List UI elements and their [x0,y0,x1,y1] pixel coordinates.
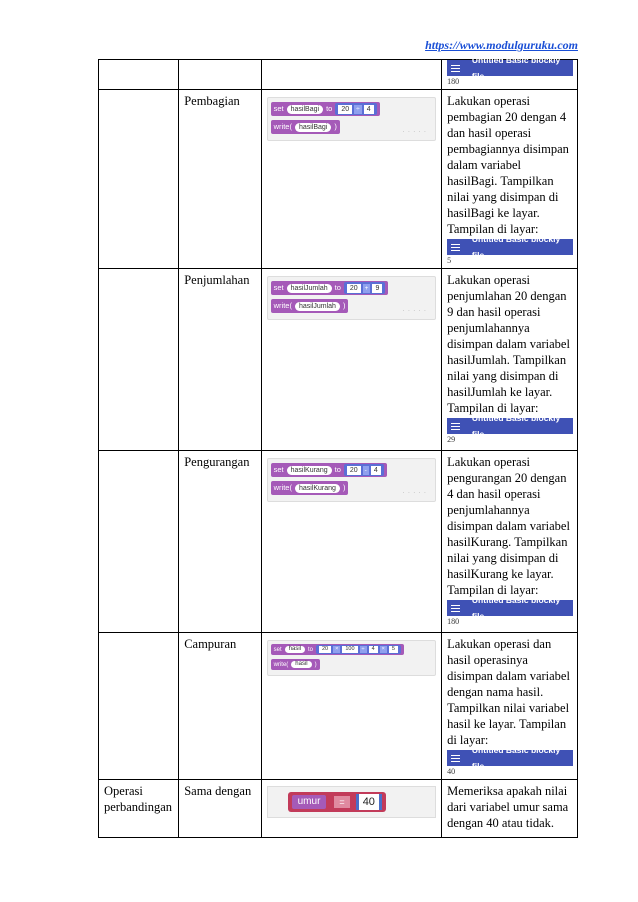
screen-preview: Untitled Basic blockly file 29 [447,418,572,444]
description: Lakukan operasi pengurangan 20 dengan 4 dan hasil operasi penjumlahannya disimpan dalam variabel hasilKurang. Tampilkan nilai yang disimpan di hasilKurang ke layar. Tampilan di layar: [447,455,570,597]
operation-name: Sama dengan [179,780,261,838]
screen-preview: Untitled Basic blockly file 40 [447,750,572,776]
screen-preview: Untitled Basic blockly file 180 [447,600,572,626]
menu-icon [451,603,460,614]
screen-preview: Untitled Basic blockly file 5 [447,239,572,265]
blockly-workspace: set hasilJumlah to 20 + 9 write( hasilJumlah ) ····· [267,276,436,320]
table-row [99,269,578,451]
operations-table [98,55,578,838]
operation-name: Campuran [179,633,261,780]
set-block: set hasilKurang to 20 - 4 [271,463,387,477]
set-block: set hasilJumlah to 20 + 9 [271,281,389,295]
table-row [99,780,578,838]
menu-icon [451,421,460,432]
header-link[interactable]: https://www.modulguruku.com [425,38,578,52]
description: Memeriksa apakah nilai dari variabel umur sama dengan 40 atau tidak. [442,780,578,838]
menu-icon [451,242,460,253]
compare-block: umur = 40 [288,792,386,812]
menu-icon [451,63,460,74]
table-row [99,451,578,633]
screen-output: 5 [447,256,452,265]
category-name: Operasi perbandingan [99,780,179,838]
description: Lakukan operasi dan hasil operasinya disimpan dalam variabel dengan nama hasil. Tampilkan nilai variabel hasil ke layar. Tampilan di layar: [447,637,570,747]
menu-icon [451,753,460,764]
operation-name: Pembagian [179,90,261,269]
screen-output: 29 [447,435,456,444]
blockly-workspace: set hasilKurang to 20 - 4 write( hasilKurang ) ····· [267,458,436,502]
description: Lakukan operasi penjumlahan 20 dengan 9 dan hasil operasi penjumlahannya disimpan dalam variabel hasilJumlah. Tampilkan nilai yang disimpan di hasilJumlah ke layar. Tampilan di layar: [447,273,570,415]
screen-output: 180 [447,77,460,86]
write-block: write( hasil ) [271,659,320,670]
table-row [99,90,578,269]
screen-preview: Untitled Basic blockly file 180 [447,60,572,86]
set-block: set hasilBagi to 20 ÷ 4 [271,102,380,116]
set-block: set hasil to 20 × 100 ÷ 4 × 5 [271,644,404,655]
blockly-workspace: set hasilBagi to 20 ÷ 4 write( hasilBagi ) ····· [267,97,436,141]
write-block: write( hasilKurang ) [271,481,349,495]
table-row [99,633,578,780]
operation-name: Penjumlahan [179,269,261,451]
table-row [99,60,578,90]
blockly-workspace [267,786,436,818]
screen-output: 180 [447,617,460,626]
write-block: write( hasilBagi ) [271,120,340,134]
blockly-workspace [267,640,436,676]
write-block: write( hasilJumlah ) [271,299,349,313]
screen-output: 40 [447,767,456,776]
operation-name: Pengurangan [179,451,261,633]
description: Lakukan operasi pembagian 20 dengan 4 dan hasil operasi pembagiannya disimpan dalam variabel hasilBagi. Tampilkan nilai yang disimpan di hasilBagi ke layar. Tampilan di layar: [447,94,569,236]
